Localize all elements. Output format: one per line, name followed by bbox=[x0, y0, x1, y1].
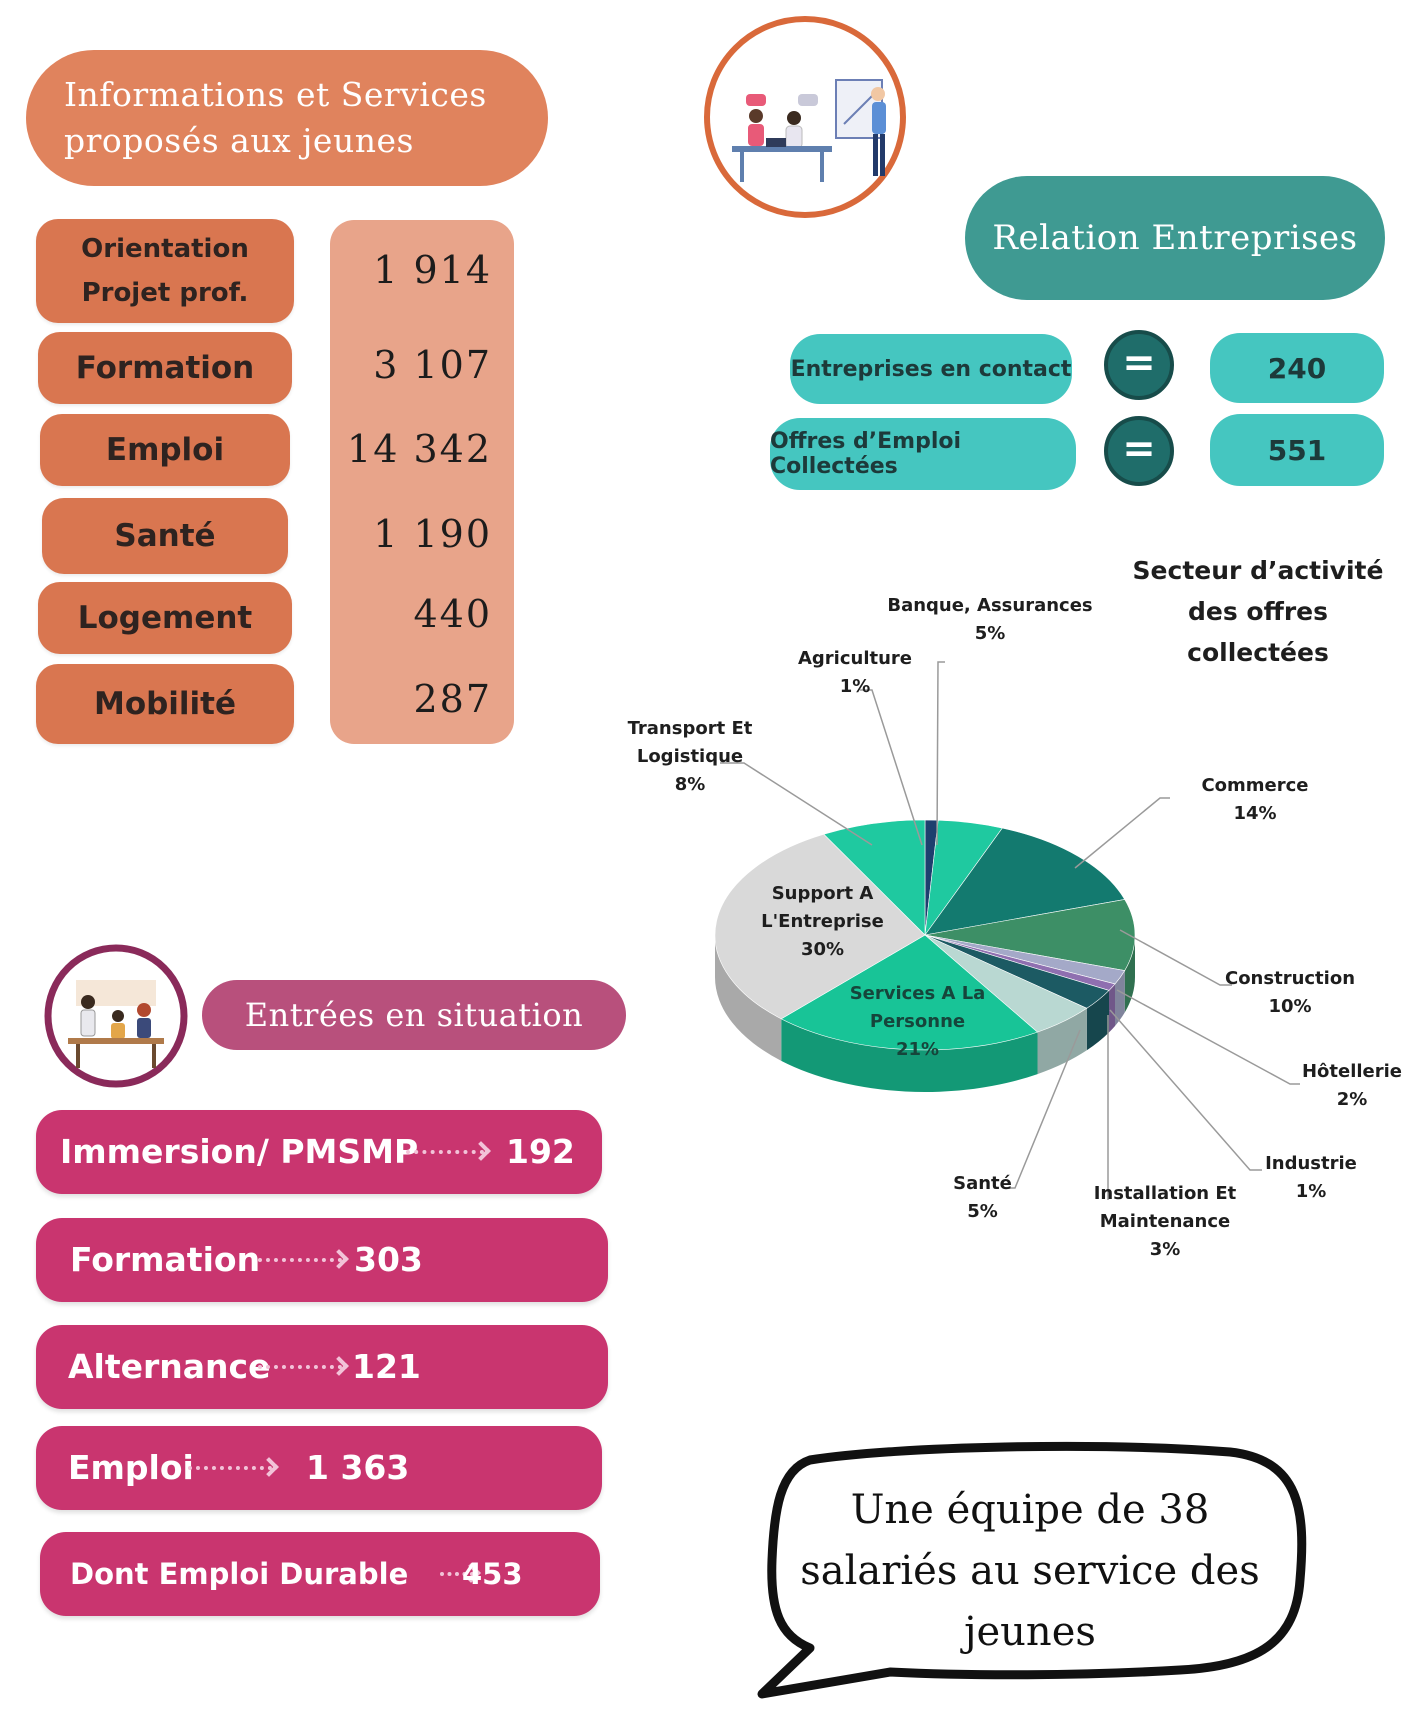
equals-symbol: = bbox=[1122, 426, 1156, 472]
entree-row-formation bbox=[36, 1218, 608, 1302]
slice-label-support: Support A L'Entreprise 30% bbox=[740, 880, 905, 964]
entrees-title: Entrées en situation bbox=[202, 980, 626, 1050]
slice-name: Santé bbox=[953, 1173, 1012, 1194]
entree-value: 192 bbox=[506, 1132, 575, 1171]
dotted-arrow-icon bbox=[258, 1365, 342, 1373]
slice-name: Commerce bbox=[1201, 775, 1309, 796]
team-message-line3: jeunes bbox=[964, 1609, 1096, 1655]
contact-companies-value: 240 bbox=[1210, 333, 1384, 403]
slice-label-agriculture bbox=[780, 645, 930, 701]
slice-label-sante bbox=[935, 1170, 1030, 1226]
dotted-arrow-icon bbox=[258, 1258, 342, 1266]
services-title-line1: Informations et Services bbox=[64, 75, 487, 114]
slice-percent: 14% bbox=[1233, 803, 1277, 824]
chart-title-line1: Secteur d’activité bbox=[1132, 556, 1384, 585]
entree-value: 1 363 bbox=[306, 1448, 410, 1487]
slice-percent: 21% bbox=[895, 1039, 940, 1060]
contact-companies-label: Entreprises en contact bbox=[790, 334, 1072, 404]
slice-name: Industrie bbox=[1265, 1153, 1357, 1174]
slice-percent: 10% bbox=[1268, 996, 1312, 1017]
slice-percent: 1% bbox=[1295, 1181, 1327, 1202]
slice-percent: 30% bbox=[800, 939, 845, 960]
slice-label-banque bbox=[885, 592, 1095, 648]
entree-row-alternance bbox=[36, 1325, 608, 1409]
service-value: 287 bbox=[413, 677, 492, 721]
slice-percent: 5% bbox=[967, 1201, 998, 1222]
entree-value: 303 bbox=[354, 1240, 423, 1279]
slice-label-commerce bbox=[1170, 772, 1340, 828]
slice-percent: 1% bbox=[839, 676, 871, 697]
entree-label: Formation bbox=[70, 1240, 261, 1279]
service-value: 3 107 bbox=[373, 343, 492, 387]
service-label-line2: Projet prof. bbox=[81, 278, 249, 308]
slice-percent: 3% bbox=[1149, 1239, 1181, 1260]
service-label-logement: Logement bbox=[38, 582, 292, 654]
entree-label: Alternance bbox=[68, 1347, 271, 1386]
service-label-mobilite: Mobilité bbox=[36, 664, 294, 744]
slice-name: Agriculture bbox=[797, 648, 913, 669]
leader-line bbox=[1075, 798, 1170, 868]
service-label-formation: Formation bbox=[38, 332, 292, 404]
entree-label: Emploi bbox=[68, 1448, 194, 1487]
slice-label-transport: Transport Et Logistique 8% bbox=[620, 715, 760, 799]
slice-label-services: Services A La Personne 21% bbox=[830, 980, 1005, 1064]
entree-row-emploi-durable bbox=[40, 1532, 600, 1616]
chart-title-line2: des offres collectées bbox=[1187, 597, 1329, 667]
leader-line bbox=[1110, 1010, 1262, 1170]
entree-row-immersion bbox=[36, 1110, 602, 1194]
slice-label-construction bbox=[1210, 965, 1370, 1021]
services-title-line2: proposés aux jeunes bbox=[64, 121, 414, 160]
team-message-line2: salariés au service des bbox=[800, 1548, 1260, 1594]
slice-label-installation: Installation Et Maintenance 3% bbox=[1085, 1180, 1245, 1264]
relation-title: Relation Entreprises bbox=[965, 176, 1385, 300]
slice-label-hotellerie bbox=[1295, 1058, 1409, 1114]
service-value: 440 bbox=[413, 592, 492, 636]
slice-label-industrie bbox=[1256, 1150, 1366, 1206]
dotted-arrow-icon bbox=[406, 1150, 484, 1158]
dotted-arrow-icon bbox=[188, 1466, 272, 1474]
entree-row-emploi bbox=[36, 1426, 602, 1510]
service-label-emploi: Emploi bbox=[40, 414, 290, 486]
slice-percent: 2% bbox=[1336, 1089, 1368, 1110]
collected-offers-label: Offres d’Emploi Collectées bbox=[770, 418, 1076, 490]
equals-symbol: = bbox=[1122, 340, 1156, 386]
slice-name: Construction bbox=[1224, 968, 1356, 989]
service-value: 14 342 bbox=[347, 427, 492, 471]
slice-percent: 8% bbox=[674, 774, 706, 795]
entree-value: 453 bbox=[462, 1557, 523, 1591]
slice-name: Hôtellerie bbox=[1301, 1061, 1403, 1082]
pie-wall-Industrie bbox=[1109, 984, 1115, 1032]
service-value: 1 914 bbox=[373, 248, 492, 292]
entree-label: Dont Emploi Durable bbox=[70, 1557, 409, 1591]
entree-value: 121 bbox=[352, 1347, 421, 1386]
service-value: 1 190 bbox=[373, 512, 492, 556]
team-message-line1: Une équipe de 38 bbox=[850, 1487, 1210, 1533]
service-label-sante: Santé bbox=[42, 498, 288, 574]
leader-line bbox=[937, 662, 945, 845]
slice-percent: 5% bbox=[974, 623, 1006, 644]
service-label-line1: Orientation bbox=[81, 234, 249, 264]
team-meeting-illustration-icon bbox=[44, 944, 188, 1088]
slice-name: Banque, Assurances bbox=[887, 595, 1093, 616]
team-message bbox=[790, 1480, 1270, 1663]
entree-label: Immersion/ PMSMP bbox=[60, 1132, 419, 1171]
collected-offers-value: 551 bbox=[1210, 414, 1384, 486]
